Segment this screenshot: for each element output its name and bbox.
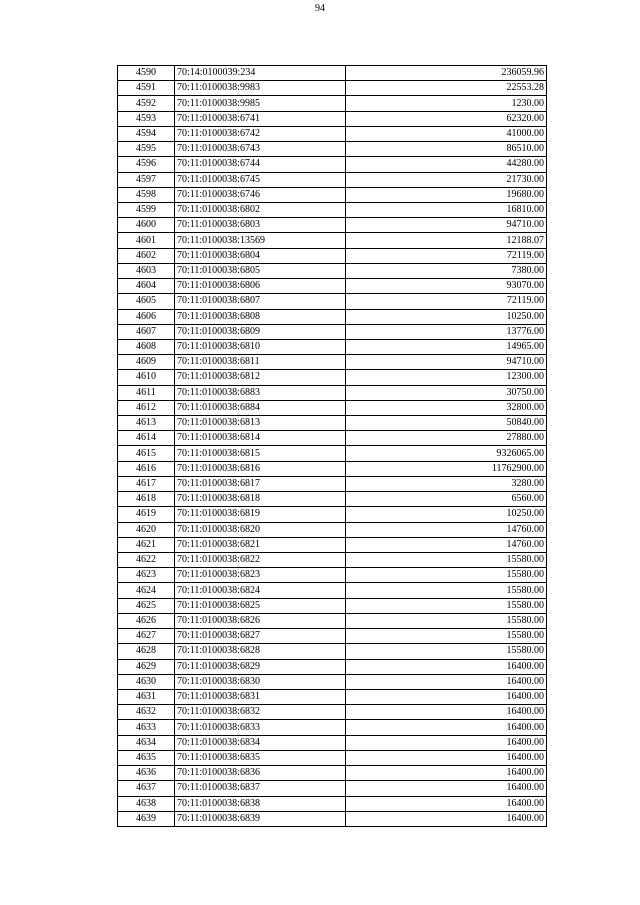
amount-cell: 11762900.00	[346, 461, 547, 476]
cadastral-number-cell: 70:11:0100038:6804	[175, 248, 346, 263]
row-number-cell: 4605	[118, 294, 175, 309]
row-number-cell: 4628	[118, 644, 175, 659]
cadastral-number-cell: 70:11:0100038:6742	[175, 126, 346, 141]
row-number-cell: 4626	[118, 613, 175, 628]
amount-cell: 15580.00	[346, 629, 547, 644]
table-row	[118, 294, 547, 309]
table-row	[118, 522, 547, 537]
cadastral-number-cell: 70:11:0100038:6835	[175, 750, 346, 765]
amount-cell: 16400.00	[346, 674, 547, 689]
amount-cell: 94710.00	[346, 218, 547, 233]
amount-cell: 44280.00	[346, 157, 547, 172]
row-number-cell: 4624	[118, 583, 175, 598]
cadastral-number-cell: 70:11:0100038:6806	[175, 279, 346, 294]
row-number-cell: 4592	[118, 96, 175, 111]
row-number-cell: 4601	[118, 233, 175, 248]
amount-cell: 15580.00	[346, 553, 547, 568]
table-row	[118, 339, 547, 354]
table-row	[118, 355, 547, 370]
table-row	[118, 218, 547, 233]
row-number-cell: 4609	[118, 355, 175, 370]
amount-cell: 16400.00	[346, 720, 547, 735]
row-number-cell: 4629	[118, 659, 175, 674]
amount-cell: 15580.00	[346, 568, 547, 583]
row-number-cell: 4625	[118, 598, 175, 613]
row-number-cell: 4612	[118, 400, 175, 415]
amount-cell: 14760.00	[346, 522, 547, 537]
row-number-cell: 4627	[118, 629, 175, 644]
amount-cell: 72119.00	[346, 248, 547, 263]
table-row	[118, 781, 547, 796]
table-row	[118, 476, 547, 491]
amount-cell: 12188.07	[346, 233, 547, 248]
table-row	[118, 416, 547, 431]
table-row	[118, 324, 547, 339]
table-row	[118, 309, 547, 324]
table-row	[118, 263, 547, 278]
table-row	[118, 689, 547, 704]
amount-cell: 12300.00	[346, 370, 547, 385]
cadastral-number-cell: 70:11:0100038:6822	[175, 553, 346, 568]
amount-cell: 16400.00	[346, 735, 547, 750]
amount-cell: 10250.00	[346, 309, 547, 324]
cadastral-number-cell: 70:11:0100038:6802	[175, 202, 346, 217]
table-row	[118, 96, 547, 111]
row-number-cell: 4634	[118, 735, 175, 750]
amount-cell: 27880.00	[346, 431, 547, 446]
amount-cell: 9326065.00	[346, 446, 547, 461]
row-number-cell: 4611	[118, 385, 175, 400]
cadastral-number-cell: 70:11:0100038:6813	[175, 416, 346, 431]
table-row	[118, 248, 547, 263]
row-number-cell: 4603	[118, 263, 175, 278]
table-row	[118, 492, 547, 507]
amount-cell: 16400.00	[346, 659, 547, 674]
row-number-cell: 4637	[118, 781, 175, 796]
amount-cell: 13776.00	[346, 324, 547, 339]
table-row	[118, 370, 547, 385]
row-number-cell: 4608	[118, 339, 175, 354]
cadastral-number-cell: 70:11:0100038:6823	[175, 568, 346, 583]
table-row	[118, 507, 547, 522]
row-number-cell: 4623	[118, 568, 175, 583]
amount-cell: 16400.00	[346, 705, 547, 720]
table-row	[118, 446, 547, 461]
table-row	[118, 674, 547, 689]
table-row	[118, 400, 547, 415]
row-number-cell: 4616	[118, 461, 175, 476]
table-row	[118, 187, 547, 202]
table-row	[118, 796, 547, 811]
row-number-cell: 4597	[118, 172, 175, 187]
row-number-cell: 4596	[118, 157, 175, 172]
amount-cell: 72119.00	[346, 294, 547, 309]
row-number-cell: 4636	[118, 766, 175, 781]
cadastral-number-cell: 70:11:0100038:6817	[175, 476, 346, 491]
cadastral-number-cell: 70:11:0100038:6819	[175, 507, 346, 522]
amount-cell: 16400.00	[346, 750, 547, 765]
amount-cell: 15580.00	[346, 644, 547, 659]
cadastral-number-cell: 70:11:0100038:6811	[175, 355, 346, 370]
row-number-cell: 4591	[118, 81, 175, 96]
amount-cell: 16810.00	[346, 202, 547, 217]
cadastral-number-cell: 70:11:0100038:6807	[175, 294, 346, 309]
amount-cell: 15580.00	[346, 583, 547, 598]
amount-cell: 19680.00	[346, 187, 547, 202]
row-number-cell: 4615	[118, 446, 175, 461]
table-row	[118, 431, 547, 446]
row-number-cell: 4600	[118, 218, 175, 233]
amount-cell: 15580.00	[346, 598, 547, 613]
amount-cell: 3280.00	[346, 476, 547, 491]
table-row	[118, 659, 547, 674]
row-number-cell: 4607	[118, 324, 175, 339]
amount-cell: 16400.00	[346, 781, 547, 796]
cadastral-number-cell: 70:11:0100038:9983	[175, 81, 346, 96]
cadastral-number-cell: 70:11:0100038:6803	[175, 218, 346, 233]
table-row	[118, 81, 547, 96]
cadastral-number-cell: 70:11:0100038:6837	[175, 781, 346, 796]
row-number-cell: 4632	[118, 705, 175, 720]
row-number-cell: 4598	[118, 187, 175, 202]
amount-cell: 16400.00	[346, 689, 547, 704]
row-number-cell: 4617	[118, 476, 175, 491]
cadastral-number-cell: 70:11:0100038:6809	[175, 324, 346, 339]
amount-cell: 22553.28	[346, 81, 547, 96]
cadastral-number-cell: 70:11:0100038:6743	[175, 142, 346, 157]
cadastral-number-cell: 70:11:0100038:6838	[175, 796, 346, 811]
amount-cell: 14965.00	[346, 339, 547, 354]
row-number-cell: 4594	[118, 126, 175, 141]
table-row	[118, 750, 547, 765]
table-row	[118, 202, 547, 217]
row-number-cell: 4639	[118, 811, 175, 826]
cadastral-number-cell: 70:11:0100038:6826	[175, 613, 346, 628]
amount-cell: 93070.00	[346, 279, 547, 294]
table-row	[118, 279, 547, 294]
amount-cell: 16400.00	[346, 811, 547, 826]
table-row	[118, 157, 547, 172]
row-number-cell: 4604	[118, 279, 175, 294]
cadastral-number-cell: 70:14:0100039:234	[175, 66, 346, 81]
row-number-cell: 4619	[118, 507, 175, 522]
table-row	[118, 385, 547, 400]
table-row	[118, 568, 547, 583]
row-number-cell: 4630	[118, 674, 175, 689]
row-number-cell: 4618	[118, 492, 175, 507]
cadastral-number-cell: 70:11:0100038:6808	[175, 309, 346, 324]
cadastral-number-cell: 70:11:0100038:6746	[175, 187, 346, 202]
row-number-cell: 4606	[118, 309, 175, 324]
cadastral-number-cell: 70:11:0100038:6820	[175, 522, 346, 537]
table-row	[118, 233, 547, 248]
amount-cell: 32800.00	[346, 400, 547, 415]
cadastral-number-cell: 70:11:0100038:13569	[175, 233, 346, 248]
cadastral-number-cell: 70:11:0100038:6744	[175, 157, 346, 172]
registry-table-body	[118, 66, 547, 827]
row-number-cell: 4620	[118, 522, 175, 537]
cadastral-number-cell: 70:11:0100038:9985	[175, 96, 346, 111]
amount-cell: 15580.00	[346, 613, 547, 628]
table-row	[118, 111, 547, 126]
cadastral-number-cell: 70:11:0100038:6824	[175, 583, 346, 598]
cadastral-number-cell: 70:11:0100038:6821	[175, 537, 346, 552]
row-number-cell: 4602	[118, 248, 175, 263]
amount-cell: 1230.00	[346, 96, 547, 111]
table-row	[118, 629, 547, 644]
table-row	[118, 172, 547, 187]
amount-cell: 7380.00	[346, 263, 547, 278]
table-row	[118, 811, 547, 826]
cadastral-number-cell: 70:11:0100038:6839	[175, 811, 346, 826]
cadastral-number-cell: 70:11:0100038:6831	[175, 689, 346, 704]
amount-cell: 6560.00	[346, 492, 547, 507]
table-row	[118, 766, 547, 781]
row-number-cell: 4610	[118, 370, 175, 385]
row-number-cell: 4590	[118, 66, 175, 81]
row-number-cell: 4599	[118, 202, 175, 217]
table-row	[118, 461, 547, 476]
cadastral-number-cell: 70:11:0100038:6884	[175, 400, 346, 415]
amount-cell: 50840.00	[346, 416, 547, 431]
cadastral-number-cell: 70:11:0100038:6812	[175, 370, 346, 385]
amount-cell: 21730.00	[346, 172, 547, 187]
cadastral-number-cell: 70:11:0100038:6816	[175, 461, 346, 476]
table-row	[118, 126, 547, 141]
cadastral-number-cell: 70:11:0100038:6836	[175, 766, 346, 781]
cadastral-number-cell: 70:11:0100038:6745	[175, 172, 346, 187]
table-row	[118, 553, 547, 568]
cadastral-number-cell: 70:11:0100038:6825	[175, 598, 346, 613]
cadastral-number-cell: 70:11:0100038:6810	[175, 339, 346, 354]
table-row	[118, 66, 547, 81]
table-row	[118, 735, 547, 750]
amount-cell: 94710.00	[346, 355, 547, 370]
amount-cell: 41000.00	[346, 126, 547, 141]
cadastral-number-cell: 70:11:0100038:6830	[175, 674, 346, 689]
table-row	[118, 644, 547, 659]
amount-cell: 62320.00	[346, 111, 547, 126]
cadastral-number-cell: 70:11:0100038:6815	[175, 446, 346, 461]
cadastral-number-cell: 70:11:0100038:6883	[175, 385, 346, 400]
cadastral-number-cell: 70:11:0100038:6741	[175, 111, 346, 126]
row-number-cell: 4593	[118, 111, 175, 126]
cadastral-number-cell: 70:11:0100038:6814	[175, 431, 346, 446]
table-row	[118, 720, 547, 735]
amount-cell: 10250.00	[346, 507, 547, 522]
amount-cell: 14760.00	[346, 537, 547, 552]
cadastral-number-cell: 70:11:0100038:6805	[175, 263, 346, 278]
amount-cell: 16400.00	[346, 796, 547, 811]
row-number-cell: 4638	[118, 796, 175, 811]
amount-cell: 86510.00	[346, 142, 547, 157]
row-number-cell: 4595	[118, 142, 175, 157]
page-number: 94	[315, 3, 325, 14]
amount-cell: 16400.00	[346, 766, 547, 781]
row-number-cell: 4631	[118, 689, 175, 704]
row-number-cell: 4613	[118, 416, 175, 431]
amount-cell: 30750.00	[346, 385, 547, 400]
table-row	[118, 142, 547, 157]
cadastral-number-cell: 70:11:0100038:6833	[175, 720, 346, 735]
cadastral-number-cell: 70:11:0100038:6828	[175, 644, 346, 659]
row-number-cell: 4622	[118, 553, 175, 568]
row-number-cell: 4635	[118, 750, 175, 765]
table-row	[118, 598, 547, 613]
table-row	[118, 613, 547, 628]
registry-table	[117, 65, 547, 827]
amount-cell: 236059.96	[346, 66, 547, 81]
cadastral-number-cell: 70:11:0100038:6834	[175, 735, 346, 750]
cadastral-number-cell: 70:11:0100038:6832	[175, 705, 346, 720]
cadastral-number-cell: 70:11:0100038:6829	[175, 659, 346, 674]
table-row	[118, 537, 547, 552]
cadastral-number-cell: 70:11:0100038:6818	[175, 492, 346, 507]
row-number-cell: 4614	[118, 431, 175, 446]
row-number-cell: 4633	[118, 720, 175, 735]
table-row	[118, 705, 547, 720]
row-number-cell: 4621	[118, 537, 175, 552]
cadastral-number-cell: 70:11:0100038:6827	[175, 629, 346, 644]
table-row	[118, 583, 547, 598]
